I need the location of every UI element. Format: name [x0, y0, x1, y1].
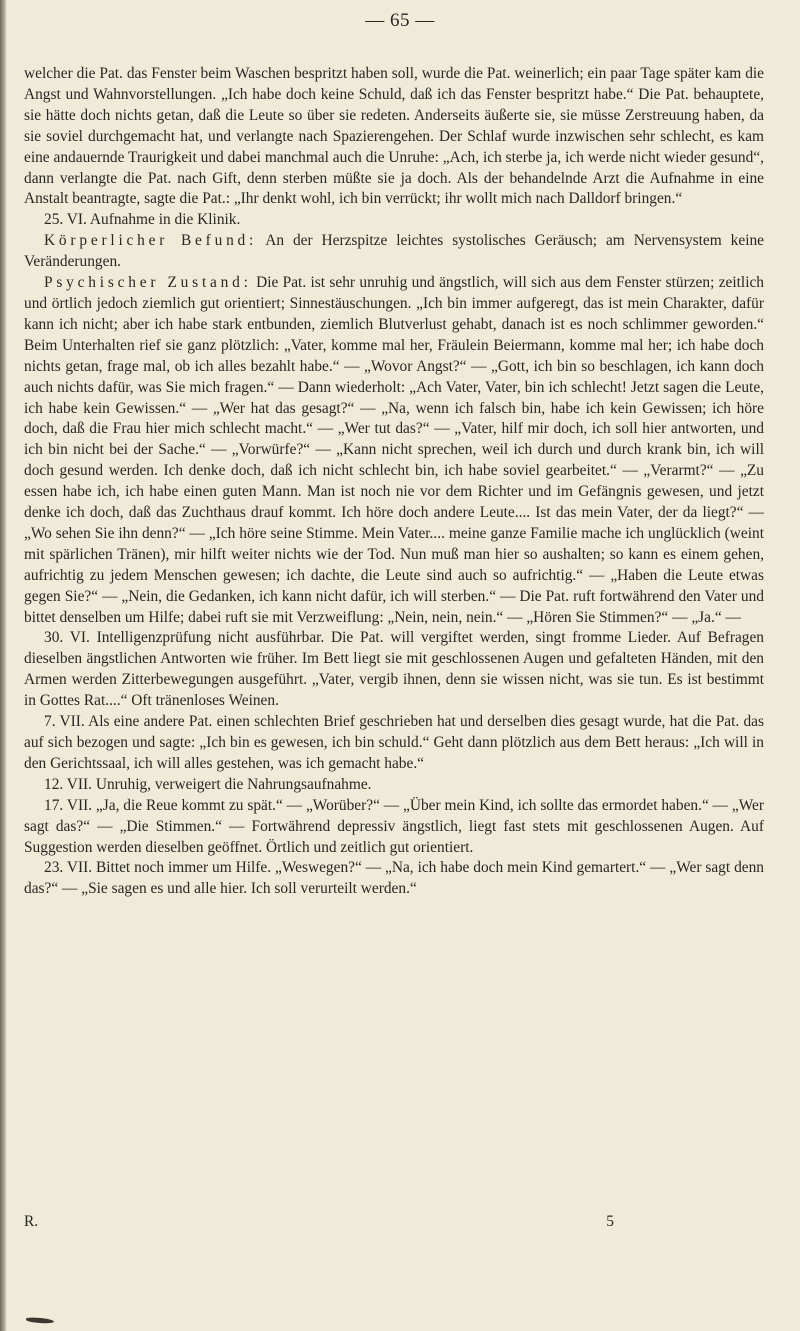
paragraph-entry-30-vi: 30. VI. Intelligenzprüfung nicht ausführbar. Die Pat. will vergiftet werden, singt fromme Lieder. Auf Befragen dieselben ängstlichen Antworten wie früher. Im Bett liegt sie mit geschlossenen Augen und gefalteten Händen, mit den Armen werden Zitterbewegungen ausgeführt. „Vater, vergib ihnen, denn sie wissen nicht, was sie tun. Es ist bestimmt in Gottes Rat....“ Oft tränenloses Weinen.	[24, 629, 764, 710]
paragraph-entry-7-vii: 7. VII. Als eine andere Pat. einen schlechten Brief geschrieben hat und derselben dies gesagt wurde, hat die Pat. das auf sich bezogen und sagte: „Ich bin es gewesen, ich bin schuld.“ Geht dann plötzlich aus dem Bett heraus: „Ich will in den Gerichtssaal, ich will alles gestehen, was ich gemacht habe.“	[24, 713, 764, 772]
paragraph-physical-findings	[24, 231, 764, 273]
page-number: — 65 —	[365, 10, 435, 31]
binding-edge	[0, 0, 7, 1331]
paragraph-continuation: welcher die Pat. das Fenster beim Waschen bespritzt haben soll, wurde die Pat. weinerlich; ein paar Tage später kam die Angst und Wahnvorstellungen. „Ich habe doch keine Schuld, daß ich das Fenster bespritzt habe.“ Die Pat. behauptete, sie hätte doch nichts getan, daß die Leute so über sie redeten. Anderseits äußerte sie, sie müsse Zerstreuung haben, da sie soviel durchgemacht hat, und verlangte nach Spazierengehen. Der Schlaf wurde inzwischen sehr schlecht, es kam eine andauernde Traurigkeit und dabei manchmal auch die Unruhe: „Ach, ich sterbe ja, ich werde nicht wieder gesund“, dann verlangte die Pat. nach Gift, denn sterben müßte sie ja doch. Als der behandelnde Arzt die Aufnahme in eine Anstalt beantragte, sagte die Pat.: „Ihr denkt wohl, ich bin verrückt; ihr wollt mich nach Dalldorf bringen.“	[24, 65, 764, 208]
signature-mark: R.	[24, 1213, 39, 1230]
page-footer	[24, 1213, 614, 1231]
paragraph-mental-state	[24, 273, 764, 628]
paragraph-entry-23-vii: 23. VII. Bittet noch immer um Hilfe. „Weswegen?“ — „Na, ich habe doch mein Kind gemartert.“ — „Wer sagt denn das?“ — „Sie sagen es und alle hier. Ich soll verurteilt werden.“	[24, 859, 764, 898]
paragraph-entry-17-vii: 17. VII. „Ja, die Reue kommt zu spät.“ — „Worüber?“ — „Über mein Kind, ich sollte das ermordet haben.“ — „Wer sagt das?“ — „Die Stimmen.“ — Fortwährend depressiv ängstlich, liegt fast stets mit geschlossenen Augen. Auf Suggestion werden dieselben geöffnet. Örtlich und zeitlich gut orientiert.	[24, 796, 764, 856]
heading-mental-state: Psychischer Zustand:	[44, 274, 252, 292]
page-body	[24, 64, 764, 900]
paragraph-admission: 25. VI. Aufnahme in die Klinik.	[44, 211, 241, 229]
heading-physical-findings: Körperlicher Befund:	[44, 232, 258, 250]
gathering-number: 5	[606, 1213, 614, 1230]
ink-smudge	[26, 1317, 54, 1324]
paragraph-entry-12-vii: 12. VII. Unruhig, verweigert die Nahrungsaufnahme.	[44, 775, 372, 793]
physical-findings-text: An der Herzspitze leichtes systolisches Geräusch; am Nervensystem keine Veränderungen.	[24, 232, 764, 271]
mental-state-text: Die Pat. ist sehr unruhig und ängstlich, will sich aus dem Fenster stürzen; zeitlich und örtlich jedoch ziemlich gut orientiert; Sinnestäuschungen. „Ich bin immer aufgeregt, das ist mein Charakter, dafür kann ich nicht; aber ich habe stark entbunden, ziemlich Blutverlust gehabt, danach ist es noch schlimmer geworden.“ Beim Unterhalten rief sie ganz plötzlich: „Vater, komme mal her, Fräulein Beiermann, komme mal her; ich habe doch nichts getan, frage mal, ob ich alles bezahlt habe.“ — „Wovor Angst?“ — „Gott, ich bin so beschlagen, ich kann doch auch nichts dafür, was Sie mich fragen.“ — Dann wiederholt: „Ach Vater, Vater, bin ich schlecht! Jetzt sagen die Leute, ich habe kein Gewissen.“ — „Wer hat das gesagt?“ — „Na, wenn ich falsch bin, habe ich kein Gewissen; ich höre doch, daß die Frau hier mich schlecht macht.“ — „Wer tut das?“ — „Vater, hilf mir doch, ich soll hier antworten, und ich bin nicht bei der Sache.“ — „Vorwürfe?“ — „Kann nicht sprechen, weil ich durch und durch krank bin, ich will doch gesund werden. Ich denke doch, daß ich nicht schlecht bin, ich habe soviel gearbeitet.“ — „Verarmt?“ — „Zu essen habe ich, ich habe einen guten Mann. Man ist noch nie vor dem Richter und im Gefängnis gewesen, und jetzt denke ich doch, daß das Zuchthaus drauf kommt. Ich höre doch andere Leute.... Ist das mein Vater, der da liegt?“ — „Wo sehen Sie ihn denn?“ — „Ich höre seine Stimme. Mein Vater.... meine ganze Familie mache ich unglücklich (weint mit spärlichen Tränen), mir hilft weiter nichts wie der Tod. Nun muß man hier so aushalten; so kann es einem gehen, aufrichtig zu jedem Menschen gewesen; ich dachte, die Leute sind auch so aufrichtig.“ — „Haben die Leute etwas gegen Sie?“ — „Nein, die Gedanken, ich kann nicht dafür, ich will sterben.“ — Die Pat. ruft fortwährend den Vater und bittet denselben um Hilfe; dabei ruft sie mit Verzweiflung: „Nein, nein, nein.“ — „Hören Sie Stimmen?“ — „Ja.“ —	[24, 274, 764, 626]
